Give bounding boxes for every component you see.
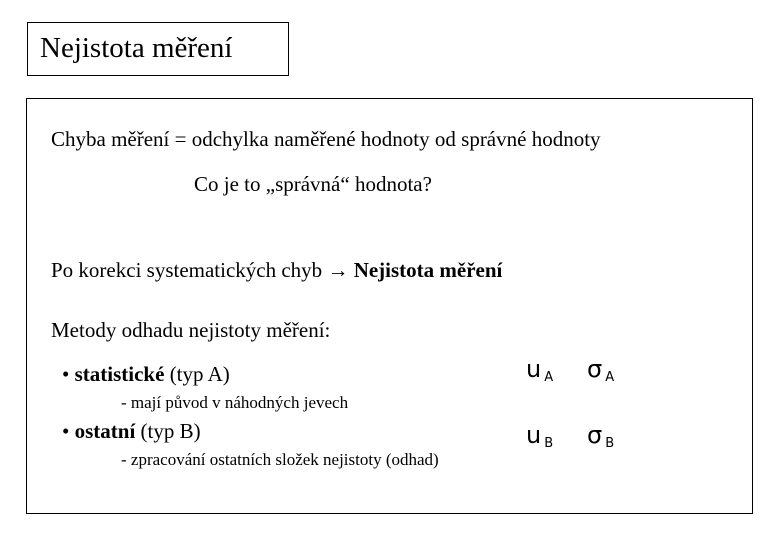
correction-line bbox=[51, 258, 502, 283]
method-a-note: - mají původ v náhodných jevech bbox=[121, 393, 349, 412]
content-box bbox=[26, 98, 753, 514]
bullet-icon: • bbox=[62, 362, 70, 386]
method-b-note: - zpracování ostatních složek nejistoty (odhad) bbox=[121, 450, 439, 469]
method-a-line bbox=[62, 362, 230, 387]
symbol-sigma-b bbox=[587, 421, 614, 451]
subscript-a: A bbox=[544, 370, 554, 385]
subscript-b-sigma: B bbox=[605, 436, 615, 451]
u-symbol: u bbox=[526, 421, 542, 449]
correction-result: Nejistota měření bbox=[353, 258, 503, 282]
correction-prefix: Po korekci systematických chyb bbox=[51, 258, 323, 282]
subscript-b: B bbox=[544, 436, 554, 451]
sigma-symbol: σ bbox=[587, 421, 603, 449]
question-text: Co je to „správná“ hodnota? bbox=[194, 172, 432, 196]
method-a-type: (typ A) bbox=[169, 362, 230, 386]
sigma-symbol: σ bbox=[587, 355, 603, 383]
methods-heading: Metody odhadu nejistoty měření: bbox=[51, 318, 331, 342]
method-a-name: statistické bbox=[74, 362, 165, 386]
method-b-name: ostatní bbox=[74, 419, 136, 443]
u-symbol: u bbox=[526, 355, 542, 383]
bullet-icon: • bbox=[62, 419, 70, 443]
symbol-sigma-a bbox=[587, 355, 614, 385]
definition-text: Chyba měření = odchylka naměřené hodnoty od správné hodnoty bbox=[51, 127, 601, 151]
symbol-u-b bbox=[526, 421, 553, 451]
symbol-u-a bbox=[526, 355, 553, 385]
arrow-icon: → bbox=[327, 258, 349, 282]
method-b-type: (typ B) bbox=[140, 419, 201, 443]
subscript-a-sigma: A bbox=[605, 370, 615, 385]
method-b-line bbox=[62, 419, 201, 444]
page-title: Nejistota měření bbox=[40, 32, 233, 64]
title-box bbox=[27, 22, 289, 76]
